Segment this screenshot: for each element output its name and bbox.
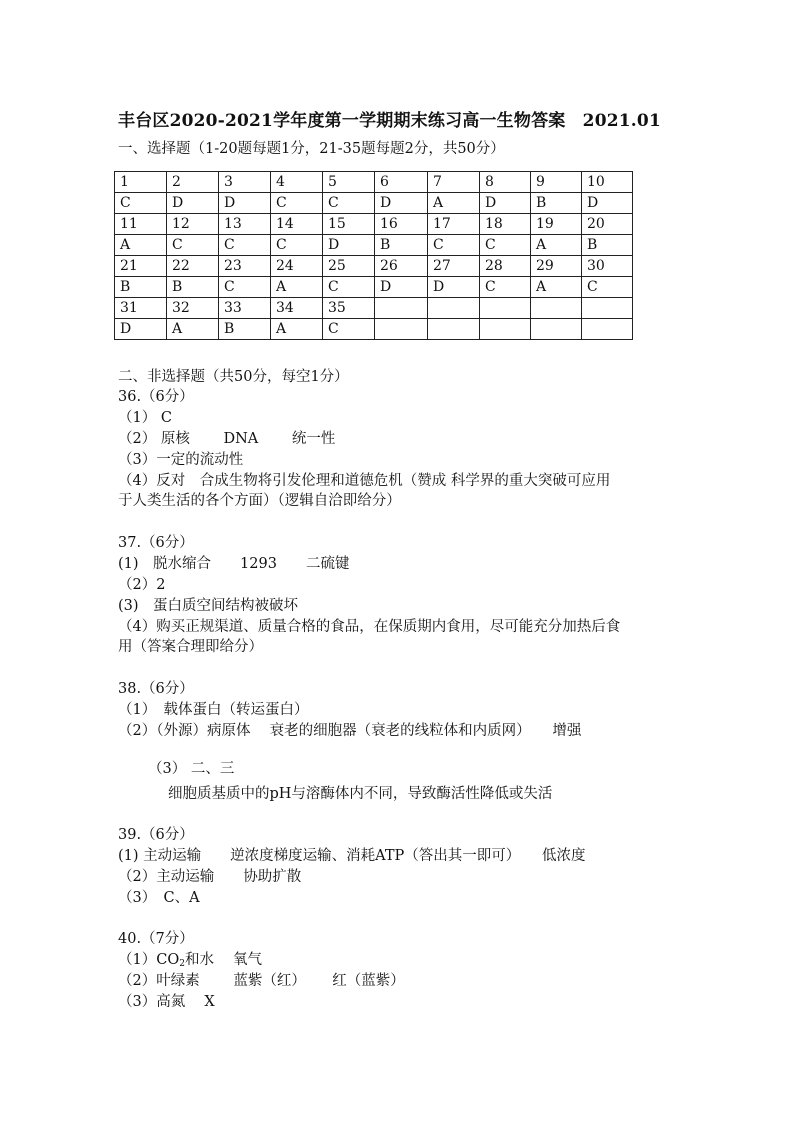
section-2-heading: 二、非选择题（共50分，每空1分） [118,369,349,385]
table-cell: 10 [582,172,633,193]
table-cell: C [323,319,375,340]
q37-answer-1: (1) 脱水缩合 1293 二硫键 [118,556,350,572]
table-row [115,235,633,256]
table-cell: 29 [531,256,582,277]
table-cell: D [167,193,219,214]
table-cell: C [167,235,219,256]
q39-answer-1: (1) 主动运输 逆浓度梯度运输、消耗ATP（答出其一即可） 低浓度 [118,848,586,864]
table-cell: 8 [480,172,531,193]
q40-heading: 40.（7分） [118,931,194,947]
table-cell: B [219,319,271,340]
table-cell: 22 [167,256,219,277]
table-cell [480,298,531,319]
table-row [115,193,633,214]
table-cell: 27 [428,256,480,277]
table-cell: C [428,235,480,256]
table-cell: D [480,193,531,214]
table-cell: 3 [219,172,271,193]
q40-answer-3: （3）高氮 X [118,994,215,1010]
table-cell: 4 [271,172,323,193]
table-row [115,319,633,340]
table-row [115,214,633,235]
q40-answer-1-post: 和水 氧气 [184,952,263,968]
table-cell: D [375,277,428,298]
table-cell: A [428,193,480,214]
q36-answer-4: （4）反对 合成生物将引发伦理和道德危机（赞成 科学界的重大突破可应用 [118,473,611,489]
table-cell: B [375,235,428,256]
table-cell: D [323,235,375,256]
table-cell: 26 [375,256,428,277]
q36-answer-2: （2） 原核 DNA 统一性 [118,431,336,447]
table-cell [531,298,582,319]
table-cell: 32 [167,298,219,319]
table-cell: 19 [531,214,582,235]
q40-answer-1-subscript: 2 [179,959,185,969]
table-cell: A [531,235,582,256]
table-cell [531,319,582,340]
table-cell: C [323,193,375,214]
table-cell: 17 [428,214,480,235]
table-cell: 6 [375,172,428,193]
table-cell: C [582,277,633,298]
table-cell: 9 [531,172,582,193]
table-cell: C [219,235,271,256]
table-cell [428,319,480,340]
q38-heading: 38.（6分） [118,681,194,697]
q40-answer-1-pre: （1）CO [118,952,180,968]
table-cell: 2 [167,172,219,193]
table-cell: 35 [323,298,375,319]
table-cell: C [323,277,375,298]
table-cell: A [531,277,582,298]
q38-answer-2: （2）（外源）病原体 衰老的细胞器（衰老的线粒体和内质网） 增强 [118,723,582,739]
table-cell [582,298,633,319]
section-1-heading: 一、选择题（1-20题每题1分，21-35题每题2分，共50分） [118,141,505,157]
table-row [115,256,633,277]
table-cell: 12 [167,214,219,235]
table-cell: C [271,235,323,256]
q38-answer-3: （3） 二、三 [148,761,235,777]
table-cell: 21 [115,256,167,277]
table-cell: 5 [323,172,375,193]
q39-answer-2: （2）主动运输 协助扩散 [118,869,302,885]
table-cell: C [115,193,167,214]
table-cell: 33 [219,298,271,319]
table-cell: 11 [115,214,167,235]
table-cell: 23 [219,256,271,277]
table-cell: 18 [480,214,531,235]
table-cell: B [167,277,219,298]
table-cell [375,319,428,340]
table-cell: 24 [271,256,323,277]
q40-answer-2: （2）叶绿素 蓝紫（红） 红（蓝紫） [118,973,405,989]
table-cell: D [582,193,633,214]
q37-answer-4-cont: 用（答案合理即给分） [118,639,263,655]
q36-answer-4-cont: 于人类生活的各个方面）（逻辑自洽即给分） [118,493,401,509]
q36-heading: 36.（6分） [118,389,194,405]
table-cell: 7 [428,172,480,193]
table-cell: 14 [271,214,323,235]
q38-answer-1: （1） 载体蛋白（转运蛋白） [118,702,309,718]
table-cell: D [428,277,480,298]
q37-answer-2: （2）2 [118,577,166,593]
table-cell: 25 [323,256,375,277]
table-cell: 15 [323,214,375,235]
answer-table [114,171,633,340]
table-cell: A [115,235,167,256]
table-cell: 20 [582,214,633,235]
table-cell: 16 [375,214,428,235]
q36-answer-1: （1） C [118,410,172,426]
q37-heading: 37.（6分） [118,535,194,551]
table-cell: D [219,193,271,214]
table-row [115,277,633,298]
table-cell [428,298,480,319]
q37-answer-3: (3) 蛋白质空间结构被破坏 [118,598,299,614]
q38-answer-3-detail: 细胞质基质中的pH与溶酶体内不同，导致酶活性降低或失活 [168,786,553,802]
table-cell: B [531,193,582,214]
table-cell: A [271,277,323,298]
table-cell: 31 [115,298,167,319]
q39-heading: 39.（6分） [118,827,194,843]
q36-answer-3: （3）一定的流动性 [118,452,244,468]
table-cell: C [271,193,323,214]
table-cell: D [375,193,428,214]
table-cell [480,319,531,340]
table-cell: 1 [115,172,167,193]
table-cell: A [271,319,323,340]
table-cell: 28 [480,256,531,277]
table-cell: D [115,319,167,340]
table-cell: C [219,277,271,298]
table-cell [582,319,633,340]
table-cell: 34 [271,298,323,319]
page-title: 丰台区2020-2021学年度第一学期期末练习高一生物答案 2021.01 [118,111,661,131]
table-cell: B [582,235,633,256]
table-cell: C [480,235,531,256]
table-cell: A [167,319,219,340]
table-row [115,298,633,319]
q37-answer-4: （4）购买正规渠道、质量合格的食品，在保质期内食用，尽可能充分加热后食 [118,619,621,635]
table-row [115,172,633,193]
q39-answer-3: （3） C、A [118,890,200,906]
table-cell: C [480,277,531,298]
table-cell: 30 [582,256,633,277]
table-cell [375,298,428,319]
table-cell: 13 [219,214,271,235]
table-cell: B [115,277,167,298]
